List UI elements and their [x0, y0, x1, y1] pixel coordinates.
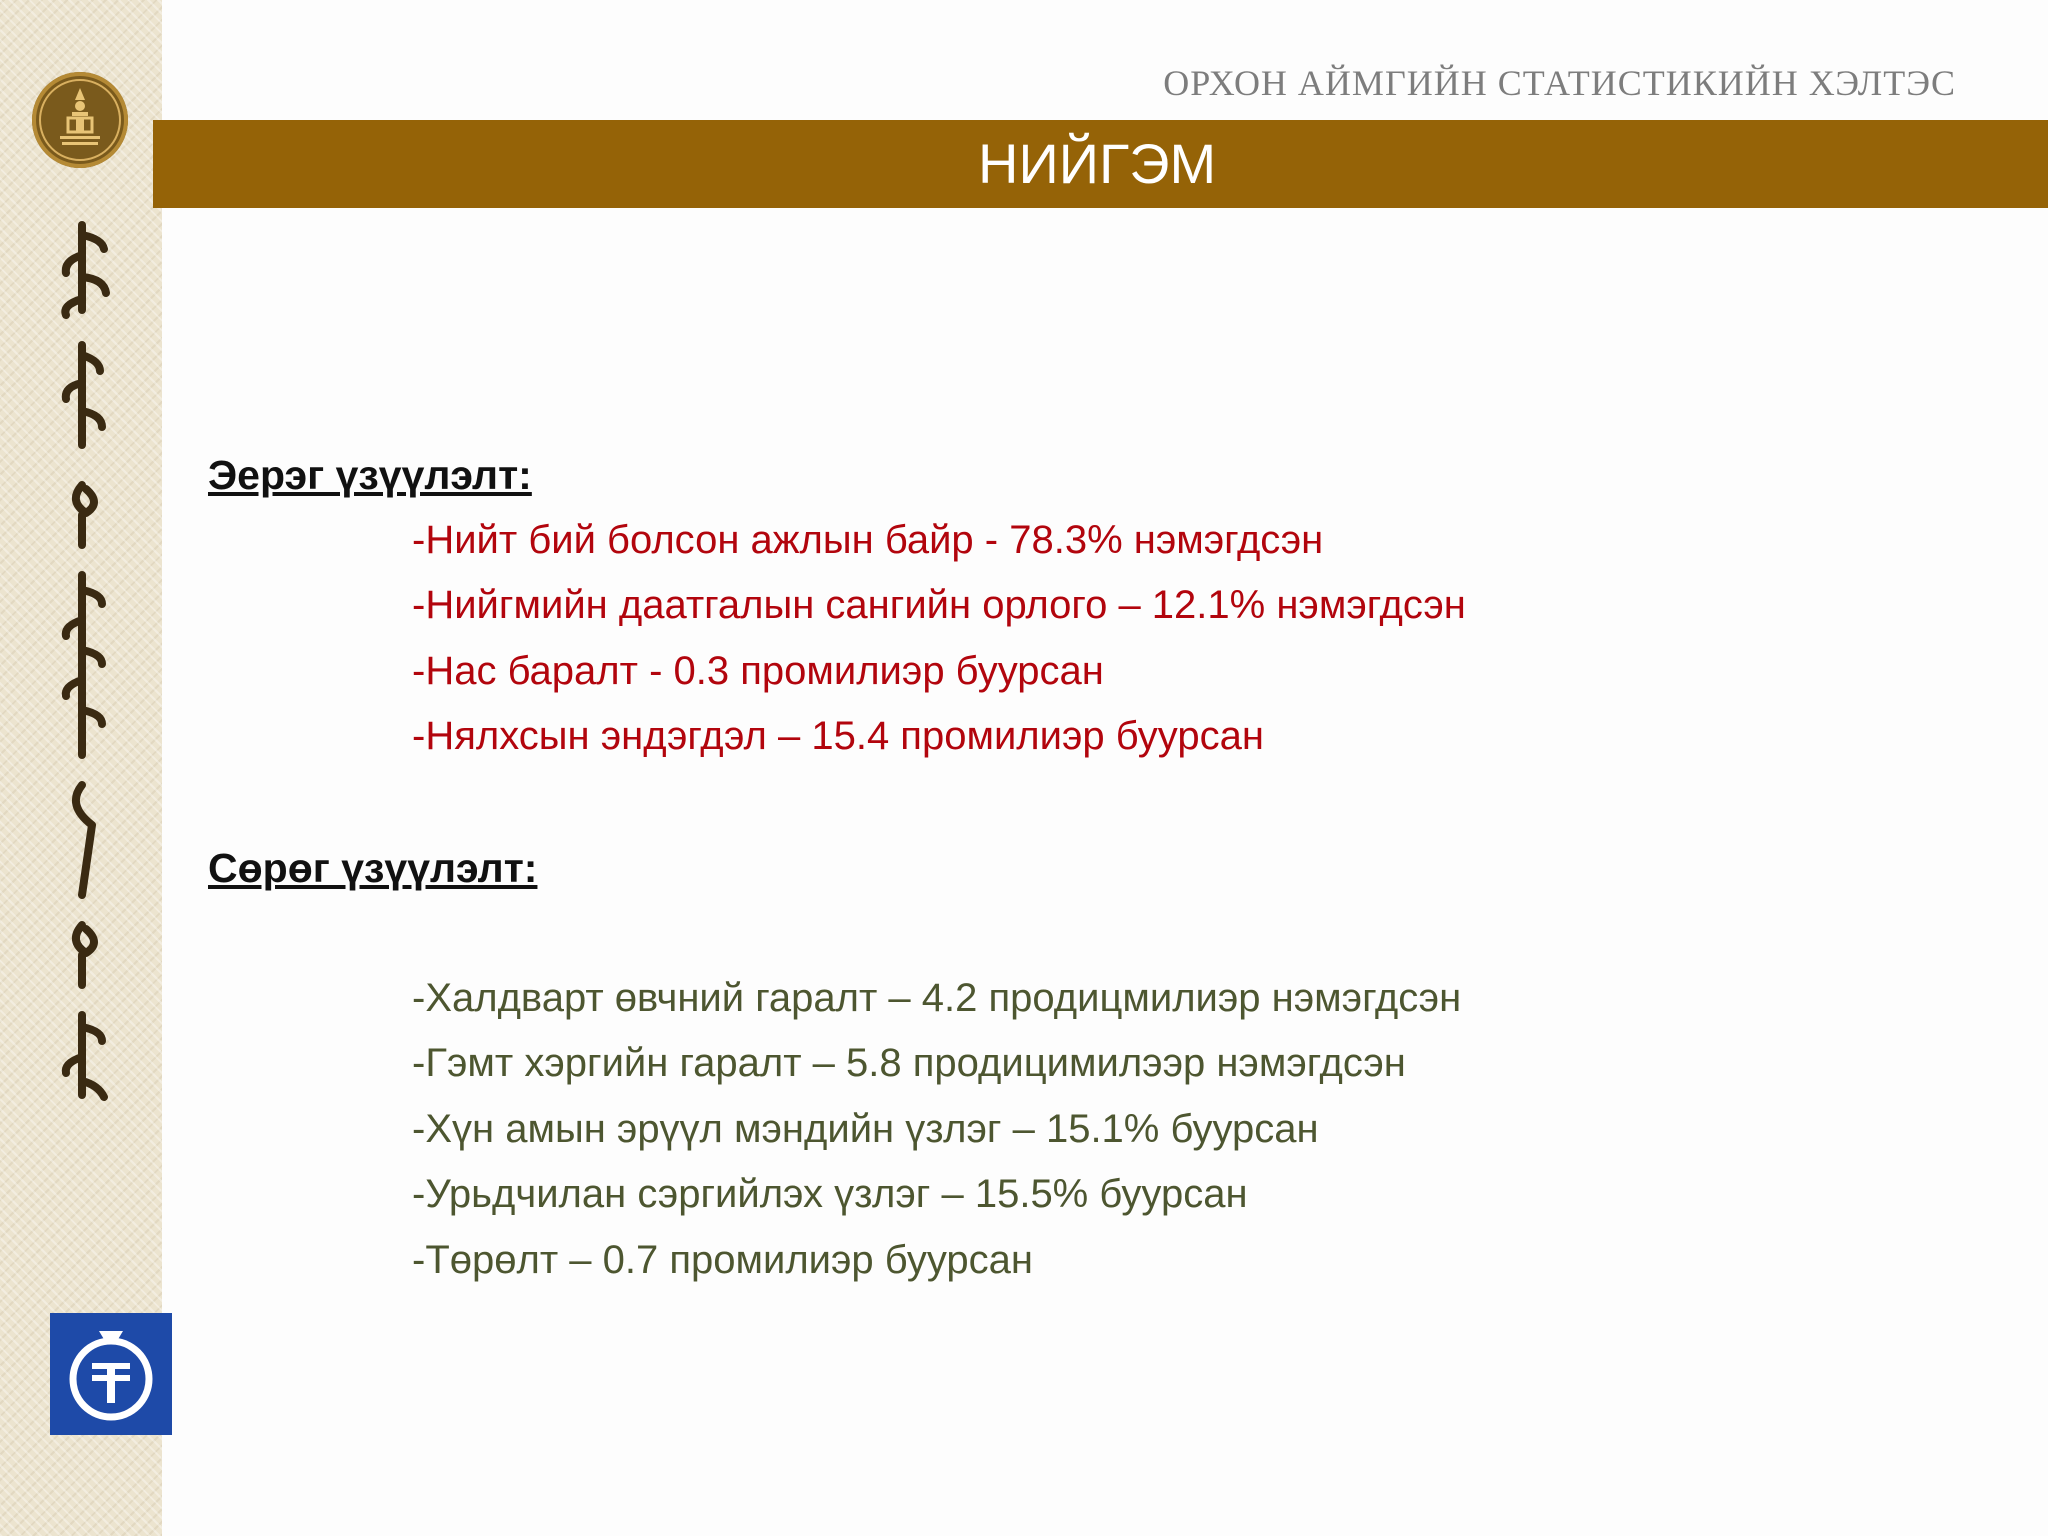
decorative-sidebar: [0, 0, 162, 1536]
negative-item: -Халдварт өвчний гаралт – 4.2 продицмилиэр нэмэгдсэн: [412, 976, 1462, 1020]
negative-item: -Урьдчилан сэргийлэх үзлэг – 15.5% буурсан: [412, 1172, 1248, 1216]
negative-indicators-heading: Сөрөг үзүүлэлт:: [208, 845, 538, 891]
positive-item: -Нялхсын эндэгдэл – 15.4 промилиэр буурсан: [412, 714, 1264, 758]
national-statistics-emblem-icon: [32, 72, 128, 168]
negative-item: -Төрөлт – 0.7 промилиэр буурсан: [412, 1238, 1033, 1282]
negative-item: -Хүн амын эрүүл мэндийн үзлэг – 15.1% буурсан: [412, 1107, 1319, 1151]
statistics-office-logo-icon: [50, 1313, 172, 1435]
positive-indicators-heading: Эерэг үзүүлэлт:: [208, 452, 532, 498]
organization-name: ОРХОН АЙМГИЙН СТАТИСТИКИЙН ХЭЛТЭС: [1163, 63, 1956, 103]
page-title: НИЙГЭМ: [978, 132, 1217, 195]
positive-item: -Нас баралт - 0.3 промилиэр буурсан: [412, 649, 1104, 693]
positive-item: -Нийт бий болсон ажлын байр - 78.3% нэмэгдсэн: [412, 518, 1324, 562]
negative-item: -Гэмт хэргийн гаралт – 5.8 продицимилээр нэмэгдсэн: [412, 1041, 1406, 1085]
mongolian-script-icon: [44, 215, 120, 1115]
positive-item: -Нийгмийн даатгалын сангийн орлого – 12.1% нэмэгдсэн: [412, 583, 1466, 627]
